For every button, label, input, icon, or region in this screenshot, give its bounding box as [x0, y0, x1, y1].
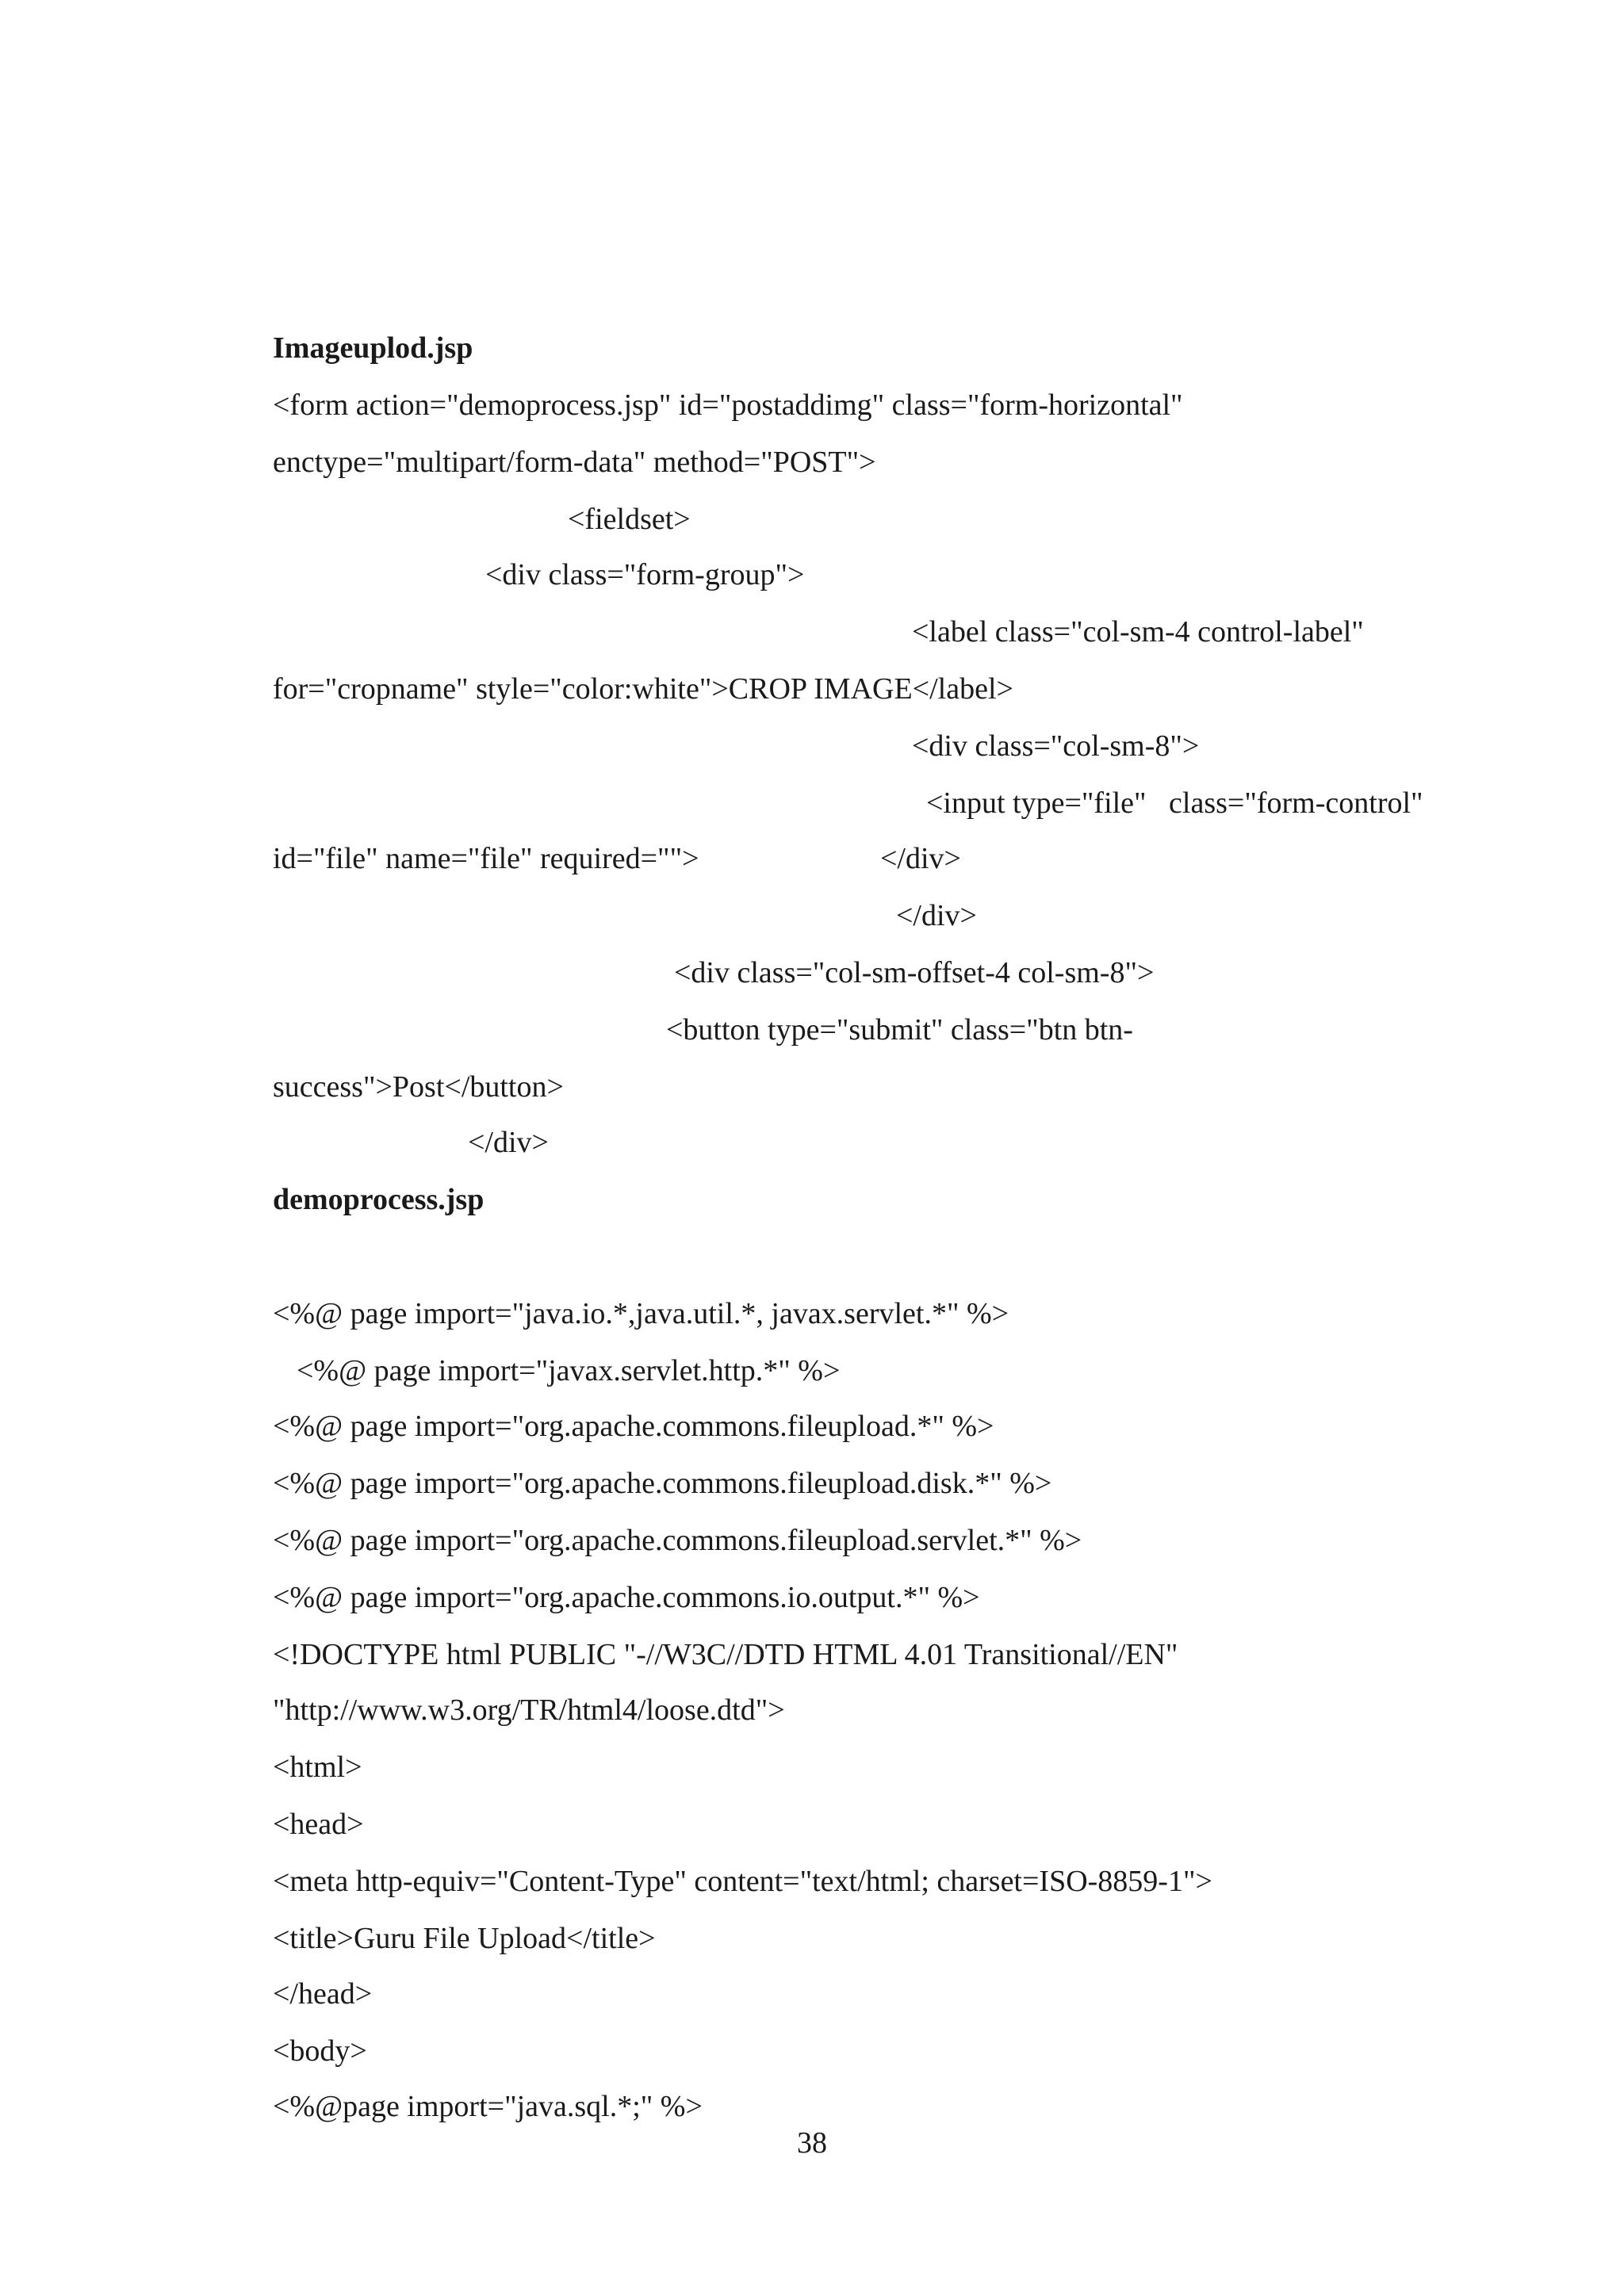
code-line: <%@ page import="java.io.*,java.util.*, javax.servlet.*" %>: [273, 1297, 1009, 1330]
code-line: "http://www.w3.org/TR/html4/loose.dtd">: [273, 1693, 785, 1727]
code-line: <%@ page import="org.apache.commons.fileupload.*" %>: [273, 1410, 994, 1443]
code-line: </head>: [273, 1977, 373, 2011]
code-line: id="file" name="file" required="">: [273, 842, 699, 875]
code-line: <button type="submit" class="btn btn-: [666, 1013, 1133, 1047]
code-line: <body>: [273, 2034, 367, 2068]
code-line: <html>: [273, 1751, 362, 1784]
code-line: <div class="form-group">: [485, 558, 805, 591]
code-line: <%@ page import="org.apache.commons.io.output.*" %>: [273, 1581, 980, 1614]
demoprocess-heading: demoprocess.jsp: [273, 1183, 485, 1216]
code-line: <div class="col-sm-offset-4 col-sm-8">: [674, 956, 1155, 989]
code-line: </div>: [896, 899, 977, 932]
code-line: <form action="demoprocess.jsp" id="postaddimg" class="form-horizontal": [273, 388, 1183, 422]
code-line: for="cropname" style="color:white">CROP IMAGE</label>: [273, 672, 1013, 706]
code-line: enctype="multipart/form-data" method="POST">: [273, 446, 876, 479]
page-number: 38: [797, 2126, 827, 2160]
code-line: </div>: [468, 1126, 549, 1159]
code-line: <label class="col-sm-4 control-label": [912, 615, 1364, 649]
code-line: <%@ page import="javax.servlet.http.*" %>: [297, 1354, 841, 1387]
code-line: <%@page import="java.sql.*;" %>: [273, 2090, 703, 2123]
code-line: <fieldset>: [568, 503, 691, 536]
code-line: <%@ page import="org.apache.commons.fileupload.servlet.*" %>: [273, 1524, 1082, 1557]
code-line: <meta http-equiv="Content-Type" content="text/html; charset=ISO-8859-1">: [273, 1865, 1212, 1898]
code-line: success">Post</button>: [273, 1070, 564, 1104]
code-line: <%@ page import="org.apache.commons.fileupload.disk.*" %>: [273, 1467, 1052, 1500]
code-line: </div>: [880, 842, 961, 875]
code-line: <div class="col-sm-8">: [912, 729, 1200, 763]
code-line: <!DOCTYPE html PUBLIC "-//W3C//DTD HTML 4.01 Transitional//EN": [273, 1638, 1178, 1671]
imageuplod-heading: Imageuplod.jsp: [273, 331, 473, 365]
code-line: <title>Guru File Upload</title>: [273, 1922, 656, 1955]
code-line: <input type="file" class="form-control": [926, 786, 1423, 820]
code-line: <head>: [273, 1808, 364, 1841]
